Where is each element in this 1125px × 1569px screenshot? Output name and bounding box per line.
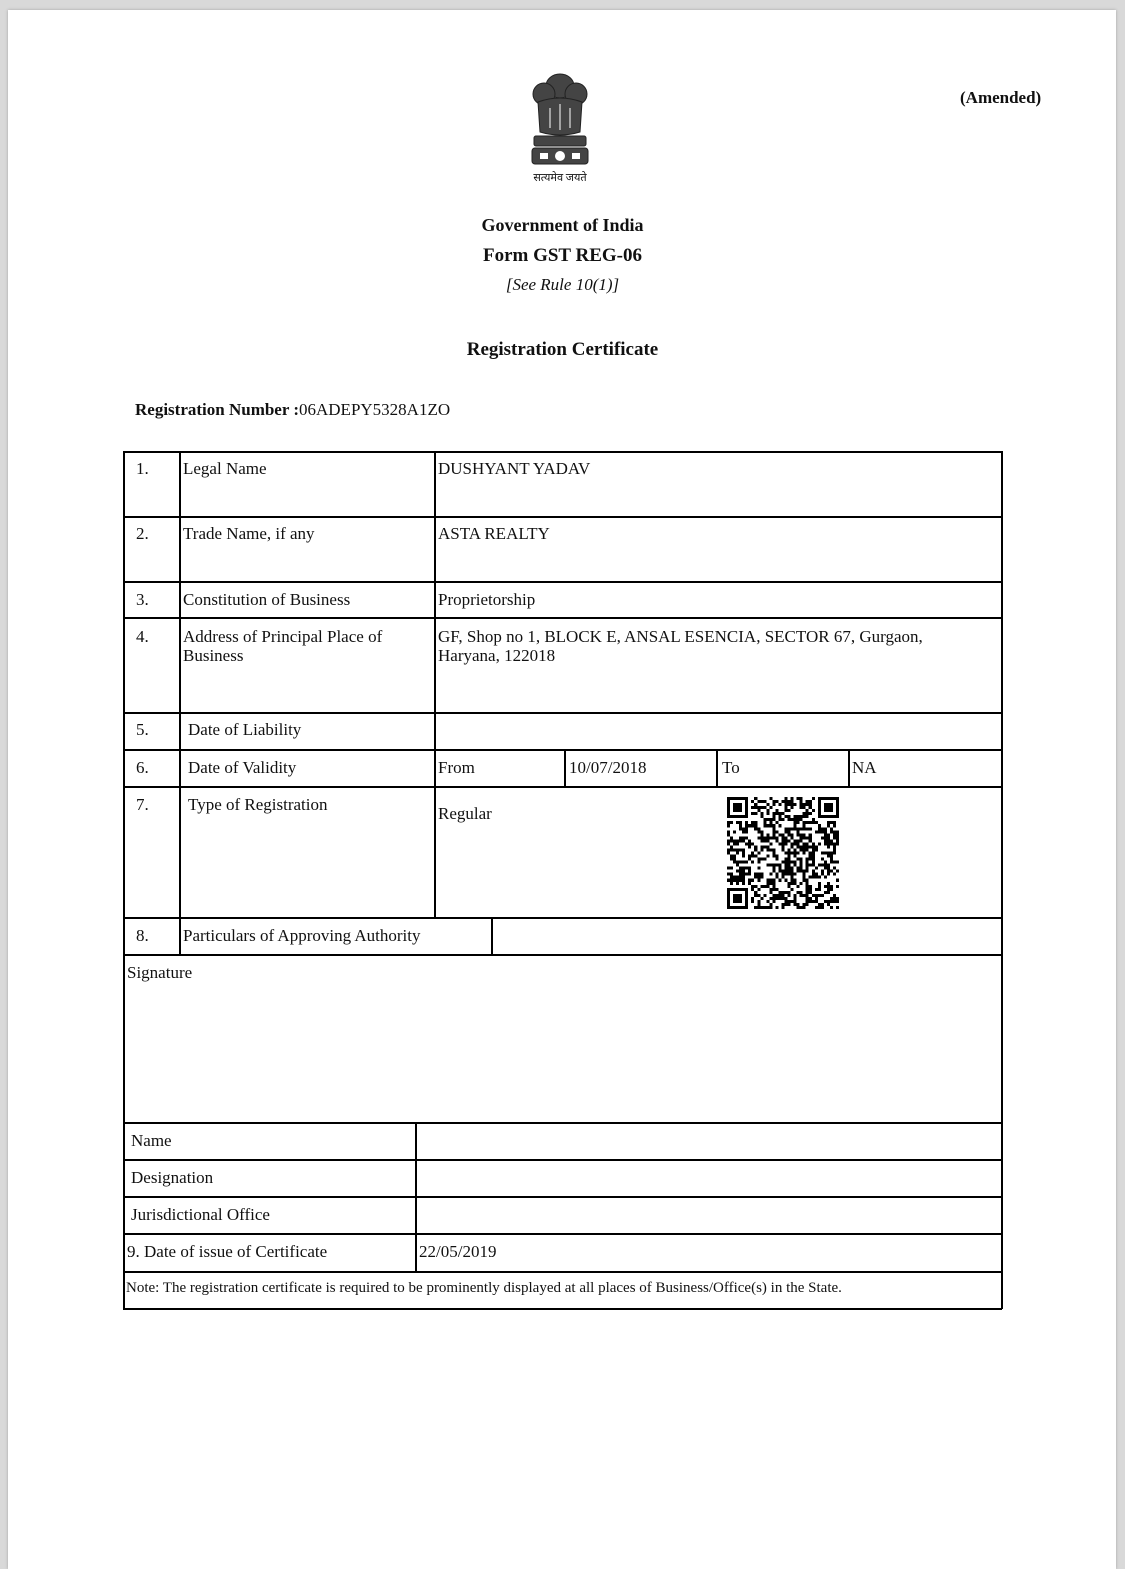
designation-label: Designation bbox=[131, 1168, 214, 1187]
display-note: Note: The registration certificate is required to be prominently displayed at all places of Business/Office(s) in the State. bbox=[126, 1280, 842, 1296]
type-of-registration-value: Regular bbox=[438, 804, 492, 823]
row-number: 6. bbox=[136, 758, 149, 777]
emblem-motto: सत्यमेव जयते bbox=[533, 172, 587, 184]
address-label: Address of Principal Place of Business bbox=[183, 627, 383, 665]
amended-label: (Amended) bbox=[960, 88, 1042, 107]
qr-code-icon bbox=[727, 797, 839, 909]
legal-name-label: Legal Name bbox=[183, 459, 267, 478]
registration-number-line bbox=[135, 400, 450, 420]
approving-authority-label: Particulars of Approving Authority bbox=[183, 926, 421, 945]
certificate-page bbox=[8, 10, 1116, 1569]
date-of-issue-label: 9. Date of issue of Certificate bbox=[127, 1242, 328, 1261]
validity-to-label: To bbox=[722, 758, 740, 777]
row-number: 7. bbox=[136, 795, 149, 814]
type-of-registration-label: Type of Registration bbox=[188, 795, 328, 814]
legal-name-value: DUSHYANT YADAV bbox=[438, 459, 591, 478]
row-number: 8. bbox=[136, 926, 149, 945]
form-name: Form GST REG-06 bbox=[482, 245, 643, 266]
row-number: 4. bbox=[136, 627, 149, 646]
constitution-value: Proprietorship bbox=[438, 590, 536, 609]
name-label: Name bbox=[131, 1131, 172, 1150]
date-of-validity-label: Date of Validity bbox=[188, 758, 297, 777]
trade-name-label: Trade Name, if any bbox=[183, 524, 315, 543]
row-number: 5. bbox=[136, 720, 149, 739]
validity-from-label: From bbox=[438, 758, 475, 777]
certificate-title: Registration Certificate bbox=[466, 339, 659, 360]
constitution-label: Constitution of Business bbox=[183, 590, 351, 609]
date-of-issue-value: 22/05/2019 bbox=[419, 1242, 497, 1261]
registration-number-label: Registration Number : bbox=[135, 400, 299, 419]
validity-from-value: 10/07/2018 bbox=[569, 758, 647, 777]
rule-reference: [See Rule 10(1)] bbox=[505, 275, 620, 294]
address-value: GF, Shop no 1, BLOCK E, ANSAL ESENCIA, SECTOR 67, Gurgaon, Haryana, 122018 bbox=[438, 627, 923, 665]
validity-to-value: NA bbox=[852, 758, 877, 777]
row-number: 2. bbox=[136, 524, 149, 543]
date-of-liability-label: Date of Liability bbox=[188, 720, 302, 739]
jurisdictional-office-label: Jurisdictional Office bbox=[131, 1205, 270, 1224]
registration-number: 06ADEPY5328A1ZO bbox=[299, 400, 451, 419]
trade-name-value: ASTA REALTY bbox=[438, 524, 550, 543]
signature-label: Signature bbox=[127, 963, 193, 982]
government-title: Government of India bbox=[481, 215, 644, 235]
row-number: 3. bbox=[136, 590, 149, 609]
row-number: 1. bbox=[136, 459, 149, 478]
